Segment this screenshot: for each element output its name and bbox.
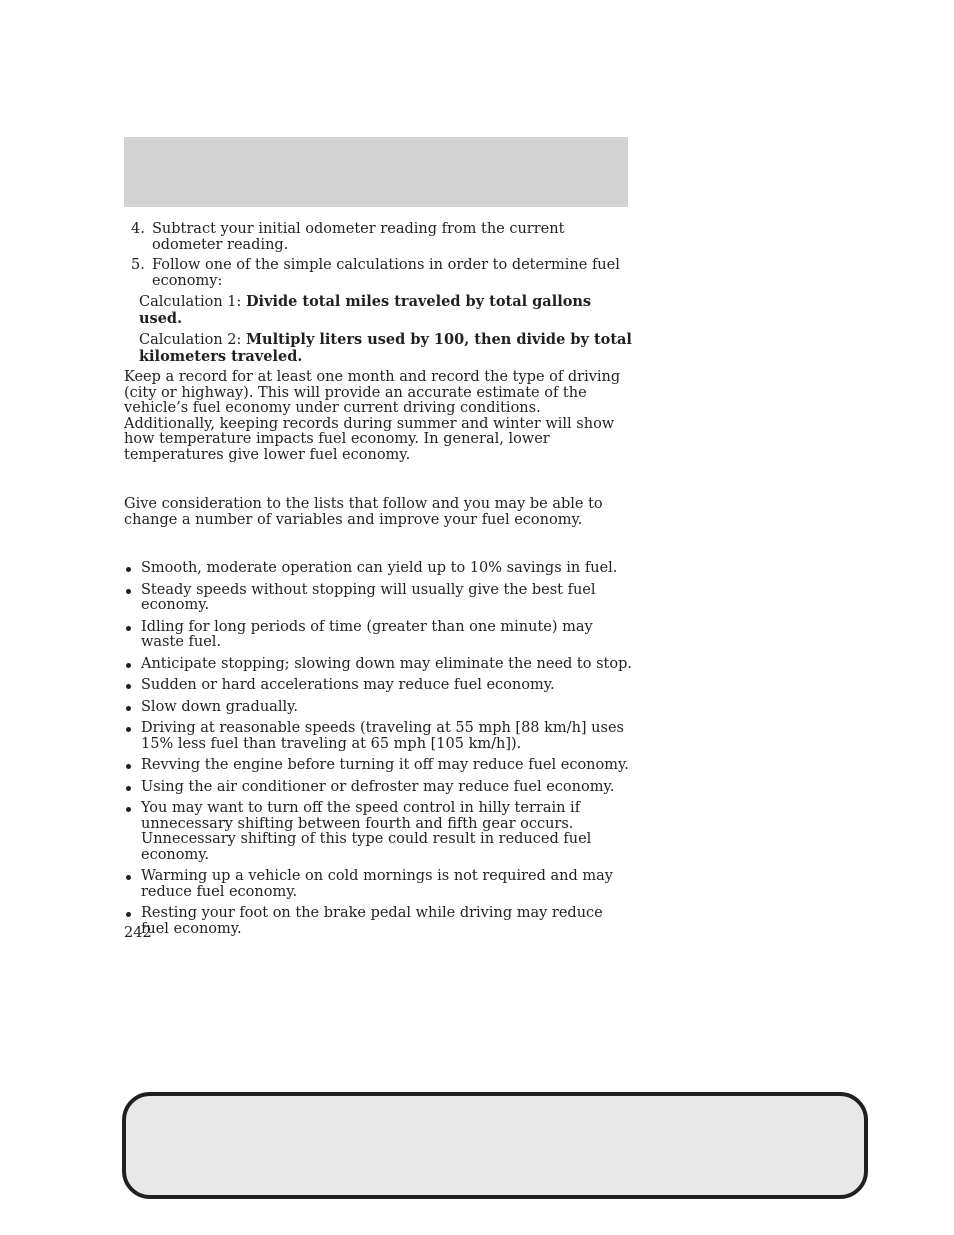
list-item-text: Idling for long periods of time (greater than one minute) may waste fuel. bbox=[141, 618, 593, 650]
list-item bbox=[124, 657, 634, 673]
calculation-item bbox=[124, 332, 634, 365]
header-band bbox=[124, 137, 628, 207]
bullet-icon bbox=[126, 567, 131, 572]
list-item-text: Revving the engine before turning it off may reduce fuel economy. bbox=[141, 757, 629, 773]
list-item-text: Smooth, moderate operation can yield up to 10% savings in fuel. bbox=[141, 560, 618, 576]
list-item-text: Using the air conditioner or defroster may reduce fuel economy. bbox=[141, 778, 615, 795]
list-item-text: Warming up a vehicle on cold mornings is not required and may reduce fuel economy. bbox=[141, 868, 613, 900]
list-item bbox=[124, 780, 634, 796]
bullet-icon bbox=[126, 807, 131, 812]
list-item bbox=[124, 801, 634, 863]
list-item bbox=[124, 583, 634, 614]
bullet-icon bbox=[126, 663, 131, 668]
list-item-text: Driving at reasonable speeds (traveling at 55 mph [88 km/h] uses 15% less fuel than traveling at 65 mph [105 km/h]). bbox=[141, 720, 624, 752]
bullet-icon bbox=[126, 912, 131, 917]
step-text: Follow one of the simple calculations in order to determine fuel economy: bbox=[152, 257, 620, 289]
calculation-label: Calculation 2: bbox=[139, 332, 242, 348]
step-item bbox=[124, 258, 634, 289]
step-item bbox=[124, 222, 634, 253]
bullet-icon bbox=[126, 684, 131, 689]
page-number: 242 bbox=[124, 925, 152, 941]
step-number: 5. bbox=[131, 257, 145, 273]
list-item-text: Sudden or hard accelerations may reduce fuel economy. bbox=[141, 677, 555, 693]
list-item bbox=[124, 758, 634, 774]
list-item-text: Steady speeds without stopping will usually give the best fuel economy. bbox=[141, 581, 596, 613]
bullet-icon bbox=[126, 706, 131, 711]
step-number: 4. bbox=[131, 221, 145, 237]
bullet-icon bbox=[126, 727, 131, 732]
list-item bbox=[124, 869, 634, 900]
bullet-icon bbox=[126, 626, 131, 631]
bullet-icon bbox=[126, 875, 131, 880]
calculation-label: Calculation 1: bbox=[139, 294, 242, 310]
bullet-icon bbox=[126, 786, 131, 791]
bullet-icon bbox=[126, 589, 131, 594]
step-text: Subtract your initial odometer reading from the current odometer reading. bbox=[152, 221, 565, 253]
list-item-text: Resting your foot on the brake pedal while driving may reduce fuel economy. bbox=[141, 905, 603, 937]
list-item bbox=[124, 721, 634, 752]
list-item bbox=[124, 620, 634, 651]
record-paragraph: Keep a record for at least one month and record the type of driving (city or highway). This will provide an accurate estimate of the vehicle’s fuel economy under current driving conditions. Additionally, keeping records during summer and winter will show how temperature impacts fuel economy. In general, lower temperatures give lower fuel economy. bbox=[124, 369, 621, 463]
list-item-text: Slow down gradually. bbox=[141, 698, 298, 715]
list-item bbox=[124, 906, 634, 937]
intro-paragraph: Give consideration to the lists that follow and you may be able to change a number of variables and improve your fuel economy. bbox=[124, 496, 603, 528]
calculation-item bbox=[124, 294, 634, 327]
list-item-text: You may want to turn off the speed control in hilly terrain if unnecessary shifting between fourth and fifth gear occurs. Unnecessary shifting of this type could result in reduced fuel economy. bbox=[141, 800, 592, 863]
list-item bbox=[124, 561, 634, 577]
page-content bbox=[124, 222, 634, 943]
calculation-text: Divide total miles traveled by total gallons used. bbox=[139, 293, 592, 327]
footer-box bbox=[122, 1092, 868, 1199]
list-item bbox=[124, 700, 634, 716]
list-item bbox=[124, 678, 634, 694]
bullet-icon bbox=[126, 764, 131, 769]
calculation-text: Multiply liters used by 100, then divide by total kilometers traveled. bbox=[139, 331, 632, 365]
list-item-text: Anticipate stopping; slowing down may eliminate the need to stop. bbox=[141, 655, 632, 672]
